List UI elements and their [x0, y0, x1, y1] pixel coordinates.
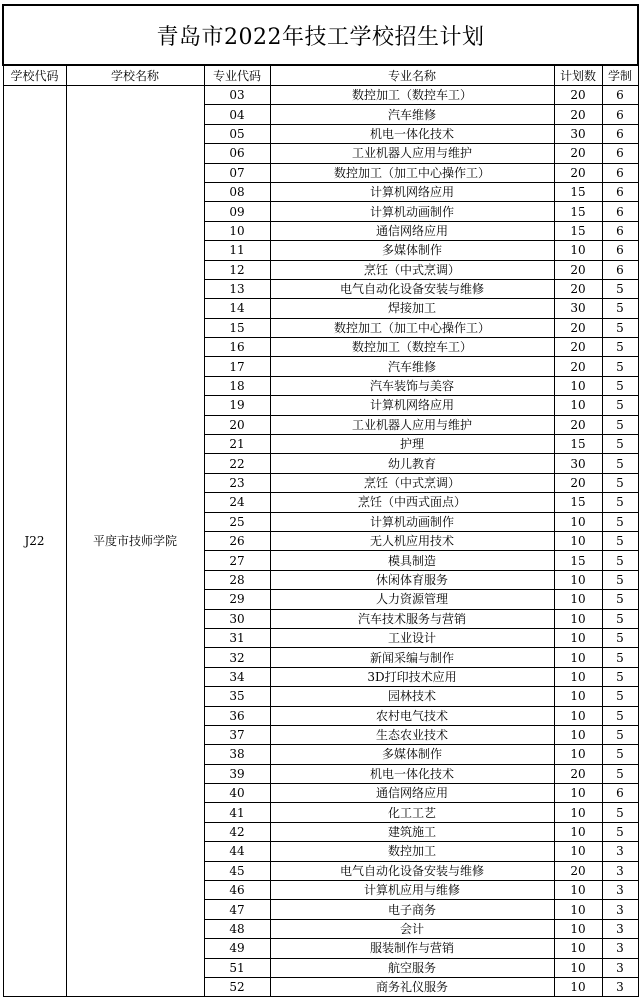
plan-count-cell: 10	[554, 745, 602, 764]
major-code-cell: 03	[204, 86, 270, 105]
major-name-cell: 通信网络应用	[270, 221, 554, 240]
major-code-cell: 37	[204, 725, 270, 744]
duration-cell: 5	[602, 357, 638, 376]
major-name-cell: 计算机动画制作	[270, 512, 554, 531]
major-code-cell: 18	[204, 376, 270, 395]
major-code-cell: 12	[204, 260, 270, 279]
plan-count-cell: 20	[554, 861, 602, 880]
plan-count-cell: 10	[554, 977, 602, 996]
major-code-cell: 30	[204, 609, 270, 628]
plan-count-cell: 20	[554, 415, 602, 434]
plan-count-cell: 30	[554, 124, 602, 143]
major-name-cell: 烹饪（中式烹调）	[270, 473, 554, 492]
major-code-cell: 32	[204, 648, 270, 667]
table-row	[3, 86, 638, 105]
page-title: 青岛市2022年技工学校招生计划	[3, 5, 638, 65]
duration-cell: 5	[602, 396, 638, 415]
duration-cell: 6	[602, 144, 638, 163]
major-code-cell: 08	[204, 182, 270, 201]
plan-count-cell: 15	[554, 202, 602, 221]
major-name-cell: 烹饪（中式烹调）	[270, 260, 554, 279]
major-code-cell: 46	[204, 881, 270, 900]
major-code-cell: 31	[204, 628, 270, 647]
duration-cell: 3	[602, 861, 638, 880]
major-name-cell: 汽车维修	[270, 357, 554, 376]
header-plan-count: 计划数	[554, 65, 602, 86]
major-name-cell: 电气自动化设备安装与维修	[270, 279, 554, 298]
plan-count-cell: 15	[554, 221, 602, 240]
major-code-cell: 39	[204, 764, 270, 783]
plan-count-cell: 10	[554, 725, 602, 744]
duration-cell: 3	[602, 881, 638, 900]
major-code-cell: 44	[204, 842, 270, 861]
major-name-cell: 工业机器人应用与维护	[270, 415, 554, 434]
duration-cell: 3	[602, 939, 638, 958]
plan-count-cell: 20	[554, 318, 602, 337]
major-code-cell: 52	[204, 977, 270, 996]
duration-cell: 6	[602, 124, 638, 143]
plan-count-cell: 30	[554, 454, 602, 473]
major-name-cell: 机电一体化技术	[270, 124, 554, 143]
major-code-cell: 36	[204, 706, 270, 725]
major-name-cell: 计算机应用与维修	[270, 881, 554, 900]
major-name-cell: 数控加工（加工中心操作工）	[270, 163, 554, 182]
duration-cell: 5	[602, 512, 638, 531]
duration-cell: 5	[602, 473, 638, 492]
header-major-code: 专业代码	[204, 65, 270, 86]
major-code-cell: 34	[204, 667, 270, 686]
plan-count-cell: 20	[554, 473, 602, 492]
duration-cell: 5	[602, 764, 638, 783]
duration-cell: 5	[602, 609, 638, 628]
duration-cell: 5	[602, 279, 638, 298]
major-name-cell: 汽车技术服务与营销	[270, 609, 554, 628]
major-code-cell: 38	[204, 745, 270, 764]
duration-cell: 5	[602, 299, 638, 318]
duration-cell: 3	[602, 900, 638, 919]
major-name-cell: 多媒体制作	[270, 241, 554, 260]
school-code-cell: J22	[3, 86, 66, 997]
major-name-cell: 新闻采编与制作	[270, 648, 554, 667]
major-name-cell: 数控加工（数控车工）	[270, 86, 554, 105]
duration-cell: 5	[602, 628, 638, 647]
plan-count-cell: 15	[554, 551, 602, 570]
duration-cell: 5	[602, 822, 638, 841]
duration-cell: 5	[602, 454, 638, 473]
major-name-cell: 电子商务	[270, 900, 554, 919]
major-code-cell: 48	[204, 919, 270, 938]
major-name-cell: 数控加工（数控车工）	[270, 338, 554, 357]
plan-count-cell: 10	[554, 784, 602, 803]
major-code-cell: 19	[204, 396, 270, 415]
major-name-cell: 航空服务	[270, 958, 554, 977]
enrollment-plan-table	[2, 4, 639, 997]
major-code-cell: 21	[204, 435, 270, 454]
major-name-cell: 生态农业技术	[270, 725, 554, 744]
major-name-cell: 工业机器人应用与维护	[270, 144, 554, 163]
major-name-cell: 通信网络应用	[270, 784, 554, 803]
plan-count-cell: 15	[554, 182, 602, 201]
major-code-cell: 13	[204, 279, 270, 298]
plan-count-cell: 10	[554, 609, 602, 628]
plan-count-cell: 20	[554, 163, 602, 182]
duration-cell: 6	[602, 784, 638, 803]
major-code-cell: 23	[204, 473, 270, 492]
plan-count-cell: 30	[554, 299, 602, 318]
major-code-cell: 49	[204, 939, 270, 958]
duration-cell: 5	[602, 435, 638, 454]
duration-cell: 3	[602, 919, 638, 938]
major-name-cell: 农村电气技术	[270, 706, 554, 725]
plan-count-cell: 20	[554, 260, 602, 279]
school-name-cell: 平度市技师学院	[66, 86, 204, 997]
duration-cell: 6	[602, 86, 638, 105]
major-code-cell: 22	[204, 454, 270, 473]
plan-count-cell: 10	[554, 376, 602, 395]
plan-count-cell: 10	[554, 900, 602, 919]
major-code-cell: 05	[204, 124, 270, 143]
major-code-cell: 27	[204, 551, 270, 570]
plan-count-cell: 20	[554, 144, 602, 163]
duration-cell: 3	[602, 842, 638, 861]
major-name-cell: 焊接加工	[270, 299, 554, 318]
duration-cell: 6	[602, 221, 638, 240]
duration-cell: 5	[602, 318, 638, 337]
major-name-cell: 计算机网络应用	[270, 182, 554, 201]
plan-count-cell: 20	[554, 86, 602, 105]
major-code-cell: 41	[204, 803, 270, 822]
duration-cell: 5	[602, 725, 638, 744]
duration-cell: 5	[602, 745, 638, 764]
major-code-cell: 06	[204, 144, 270, 163]
major-code-cell: 42	[204, 822, 270, 841]
major-name-cell: 汽车维修	[270, 105, 554, 124]
major-name-cell: 模具制造	[270, 551, 554, 570]
duration-cell: 6	[602, 260, 638, 279]
major-code-cell: 47	[204, 900, 270, 919]
plan-count-cell: 20	[554, 338, 602, 357]
duration-cell: 6	[602, 202, 638, 221]
plan-count-cell: 10	[554, 241, 602, 260]
header-major-name: 专业名称	[270, 65, 554, 86]
major-name-cell: 计算机网络应用	[270, 396, 554, 415]
major-code-cell: 16	[204, 338, 270, 357]
plan-count-cell: 10	[554, 842, 602, 861]
duration-cell: 3	[602, 958, 638, 977]
plan-count-cell: 10	[554, 396, 602, 415]
plan-count-cell: 20	[554, 279, 602, 298]
duration-cell: 5	[602, 687, 638, 706]
major-name-cell: 幼儿教育	[270, 454, 554, 473]
plan-count-cell: 10	[554, 939, 602, 958]
major-name-cell: 计算机动画制作	[270, 202, 554, 221]
duration-cell: 6	[602, 241, 638, 260]
major-name-cell: 园林技术	[270, 687, 554, 706]
major-code-cell: 26	[204, 531, 270, 550]
plan-count-cell: 10	[554, 822, 602, 841]
duration-cell: 5	[602, 803, 638, 822]
major-name-cell: 化工工艺	[270, 803, 554, 822]
duration-cell: 5	[602, 706, 638, 725]
major-code-cell: 51	[204, 958, 270, 977]
duration-cell: 5	[602, 376, 638, 395]
plan-count-cell: 20	[554, 764, 602, 783]
duration-cell: 5	[602, 551, 638, 570]
major-name-cell: 数控加工	[270, 842, 554, 861]
major-code-cell: 11	[204, 241, 270, 260]
major-code-cell: 20	[204, 415, 270, 434]
major-code-cell: 35	[204, 687, 270, 706]
major-name-cell: 数控加工（加工中心操作工）	[270, 318, 554, 337]
duration-cell: 5	[602, 531, 638, 550]
major-code-cell: 07	[204, 163, 270, 182]
duration-cell: 5	[602, 415, 638, 434]
major-name-cell: 烹饪（中西式面点）	[270, 493, 554, 512]
major-name-cell: 工业设计	[270, 628, 554, 647]
duration-cell: 5	[602, 570, 638, 589]
major-code-cell: 10	[204, 221, 270, 240]
major-name-cell: 多媒体制作	[270, 745, 554, 764]
duration-cell: 5	[602, 590, 638, 609]
plan-count-cell: 10	[554, 706, 602, 725]
major-code-cell: 09	[204, 202, 270, 221]
duration-cell: 5	[602, 648, 638, 667]
major-code-cell: 28	[204, 570, 270, 589]
plan-count-cell: 10	[554, 531, 602, 550]
plan-count-cell: 20	[554, 105, 602, 124]
plan-count-cell: 10	[554, 958, 602, 977]
major-code-cell: 17	[204, 357, 270, 376]
duration-cell: 5	[602, 338, 638, 357]
duration-cell: 6	[602, 182, 638, 201]
plan-count-cell: 20	[554, 357, 602, 376]
major-code-cell: 24	[204, 493, 270, 512]
major-name-cell: 无人机应用技术	[270, 531, 554, 550]
header-school-name: 学校名称	[66, 65, 204, 86]
duration-cell: 5	[602, 493, 638, 512]
plan-count-cell: 10	[554, 512, 602, 531]
major-name-cell: 3D打印技术应用	[270, 667, 554, 686]
plan-count-cell: 10	[554, 919, 602, 938]
major-code-cell: 40	[204, 784, 270, 803]
plan-count-cell: 10	[554, 803, 602, 822]
major-code-cell: 04	[204, 105, 270, 124]
plan-count-cell: 10	[554, 590, 602, 609]
major-code-cell: 25	[204, 512, 270, 531]
major-name-cell: 汽车装饰与美容	[270, 376, 554, 395]
major-code-cell: 14	[204, 299, 270, 318]
major-code-cell: 15	[204, 318, 270, 337]
major-code-cell: 29	[204, 590, 270, 609]
plan-count-cell: 15	[554, 435, 602, 454]
plan-count-cell: 15	[554, 493, 602, 512]
duration-cell: 5	[602, 667, 638, 686]
plan-count-cell: 10	[554, 648, 602, 667]
major-name-cell: 护理	[270, 435, 554, 454]
major-name-cell: 会计	[270, 919, 554, 938]
major-name-cell: 商务礼仪服务	[270, 977, 554, 996]
major-code-cell: 45	[204, 861, 270, 880]
header-row	[3, 65, 638, 86]
major-name-cell: 人力资源管理	[270, 590, 554, 609]
major-name-cell: 服装制作与营销	[270, 939, 554, 958]
major-name-cell: 休闲体育服务	[270, 570, 554, 589]
duration-cell: 3	[602, 977, 638, 996]
major-name-cell: 机电一体化技术	[270, 764, 554, 783]
plan-count-cell: 10	[554, 881, 602, 900]
header-school-code: 学校代码	[3, 65, 66, 86]
duration-cell: 6	[602, 105, 638, 124]
major-name-cell: 建筑施工	[270, 822, 554, 841]
plan-count-cell: 10	[554, 628, 602, 647]
duration-cell: 6	[602, 163, 638, 182]
major-name-cell: 电气自动化设备安装与维修	[270, 861, 554, 880]
plan-count-cell: 10	[554, 687, 602, 706]
plan-count-cell: 10	[554, 667, 602, 686]
plan-count-cell: 10	[554, 570, 602, 589]
header-duration: 学制	[602, 65, 638, 86]
